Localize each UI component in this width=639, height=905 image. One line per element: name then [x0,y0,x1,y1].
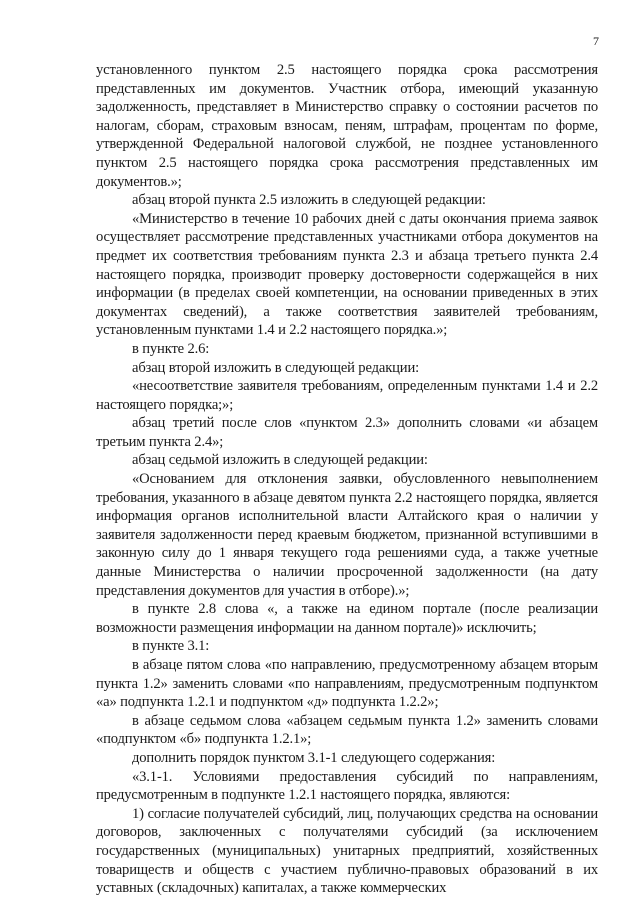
paragraph: «Основанием для отклонения заявки, обусловленного невыполнением требования, указанного в абзаце девятом пункта 2.2 настоящего порядка, является информация органов исполнительной власти Алтайского края о наличии у заявителя задолженности перед краевым бюджетом, признанной вступившими в законную силу до 1 января текущего года решениями суда, а также учетные данные Министерства о наличии просроченной задолженности (на дату представления документов для участия в отборе).»; [96,471,598,599]
paragraph: в пункте 2.6: [132,340,210,357]
paragraph: установленного пунктом 2.5 настоящего порядка срока рассмотрения представленных им документов. Участник отбора, имеющий указанную задолженность, представляет в Министерство справку о состоянии расчетов по налогам, сборам, страховым взносам, пеням, штрафам, процентам по форме, утвержденной Федеральной налоговой службой, не позднее установленного пунктом 2.5 настоящего порядка срока рассмотрения представленных им документов.»; [96,62,598,190]
page-number: 7 [593,34,599,48]
paragraph: в абзаце седьмом слова «абзацем седьмым пункта 1.2» заменить словами «подпунктом «б» подпункта 1.2.1»; [96,712,598,748]
paragraph: «3.1-1. Условиями предоставления субсидий по направлениям, предусмотренным в подпункте 1.2.1 настоящего порядка, являются: [96,768,598,804]
paragraph: в пункте 2.8 слова «, а также на едином портале (после реализации возможности размещения информации на данном портале)» исключить; [96,601,598,636]
paragraph: абзац второй пункта 2.5 изложить в следующей редакции: [132,192,486,209]
paragraph: «Министерство в течение 10 рабочих дней с даты окончания приема заявок осуществляет рассмотрение представленных участниками отбора документов на предмет их соответствия требованиям пункта 2.3 и абзаца третьего пункта 2.4 настоящего порядка, производит проверку достоверности содержащейся в них информации (в пределах своей компетенции, на основании приведенных в этих документах сведений), а также соответствия заявителей требованиям, установленным пунктами 1.4 и 2.2 настоящего порядка.»; [96,210,598,339]
paragraph: абзац седьмой изложить в следующей редакции: [132,452,428,469]
paragraph: в пункте 3.1: [132,638,210,655]
paragraph: «несоответствие заявителя требованиям, определенным пунктами 1.4 и 2.2 настоящего порядка;»; [96,378,598,413]
paragraph: 1) согласие получателей субсидий, лиц, получающих средства на основании договоров, заключенных с получателями субсидий (за исключением государственных (муниципальных) унитарных предприятий, хозяйственных товариществ и обществ с участием публично-правовых образований в их уставных (складочных) капиталах, а также коммерческих [96,805,598,897]
paragraph: абзац второй изложить в следующей редакции: [132,359,420,376]
paragraph: абзац третий после слов «пунктом 2.3» дополнить словами «и абзацем третьим пункта 2.4»; [96,415,598,450]
paragraph: в абзаце пятом слова «по направлению, предусмотренному абзацем вторым пункта 1.2» заменить словами «по направлениям, предусмотренным подпунктом «а» подпункта 1.2.1 и подпунктом «д» подпункта 1.2.2»; [96,657,598,711]
paragraph: дополнить порядок пунктом 3.1-1 следующего содержания: [132,749,496,766]
document-body [96,61,598,898]
